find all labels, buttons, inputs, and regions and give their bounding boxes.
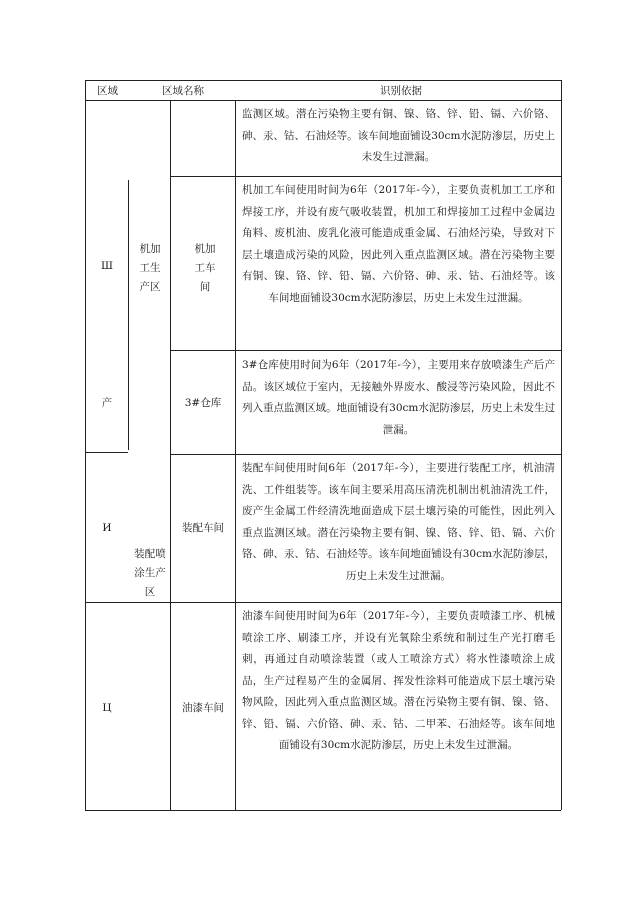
header-basis: 识别依据 <box>380 85 422 97</box>
col-rule <box>128 180 129 450</box>
table-row-basis: 油漆车间使用时间为6年（2017年-今），主要负责喷漆工序、机械喷涂工序、刷漆工序，并设有光氧除尘系统和制过生产光打磨毛刺，再通过自动喷涂装置（或人工喷涂方式）将水性漆喷涂上成品，生产过程易产生的金属屑、挥发性涂料可能造成下层土壤污染物风险，因此列入重点监测区域。潜在污染物主要有铜、镍、铬、锌、铅、镉、六价铬、砷、汞、钴、二甲苯、石油烃等。该车间地面铺设有30cm水泥防渗层，历史上未发生过泄漏。 <box>242 610 555 751</box>
table-bottom-rule <box>85 810 561 811</box>
area-name: 装配车间 <box>182 522 224 534</box>
region-number: Ц <box>102 702 112 714</box>
table-row-basis: 装配车间使用时间6年（2017年-今），主要进行装配工序，机油清洗、工件组装等。该车间主要采用高压清洗机制出机油清洗工件，废产生金属工件经清洗地面造成下层土壤污染的可能性，因此列入重点监测区域。潜在污染物主要有铜、镍、铬、锌、铅、镉、六价铬、砷、汞、钴、石油烃等。该车间地面铺设有30cm水泥防渗层，历史上未发生过泄漏。 <box>242 462 555 582</box>
row-rule <box>170 454 561 455</box>
row-rule <box>85 602 561 603</box>
row-rule <box>170 350 561 351</box>
table-right-rule <box>561 80 562 810</box>
area-name: 油漆车间 <box>182 702 224 714</box>
region-rule <box>85 452 128 453</box>
header-region: 区域 <box>97 85 118 97</box>
header-bottom-rule <box>85 100 561 101</box>
table-row-basis: 机加工车间使用时间为6年（2017年-今），主要负责机加工工序和焊接工序，并设有废气吸收装置，机加工和焊接加工过程中金属边角料、废机油、废乳化液可能造成重金属、石油烃污染，导致对下层土壤造成污染的风险，因此列入重点监测区域。潜在污染物主要有铜、镍、铬、锌、铅、镉、六价铬、砷、汞、钴、石油烃等。该车间地面铺设30cm水泥防渗层，历史上未发生过泄漏。 <box>242 184 555 304</box>
row-rule <box>170 176 561 177</box>
region-name: 装配喷涂生产区 <box>134 548 166 598</box>
region-number: Ш <box>101 260 113 272</box>
table-row-basis: 3#仓库使用时间为6年（2017年-今），主要用来存放喷漆生产后产品。该区域位于室内，无接触外界废水、酸浸等污染风险，因此不列入重点监测区域。地面铺设有30cm水泥防渗层，历史上未发生过泄漏。 <box>242 359 555 436</box>
table-row-basis: 监测区域。潜在污染物主要有铜、镍、铬、锌、铅、镉、六价铬、砷、汞、钴、石油烃等。该车间地面铺设30cm水泥防渗层，历史上未发生过泄漏。 <box>242 108 555 163</box>
table-top-rule <box>85 80 561 81</box>
header-region-name: 区域名称 <box>162 85 204 97</box>
region-name: 机加工生产区 <box>139 243 161 293</box>
region-number: И <box>102 522 112 534</box>
area-name: 机加工车间 <box>194 243 216 293</box>
region-number: 产 <box>101 397 113 409</box>
area-name: 3#仓库 <box>184 397 222 409</box>
